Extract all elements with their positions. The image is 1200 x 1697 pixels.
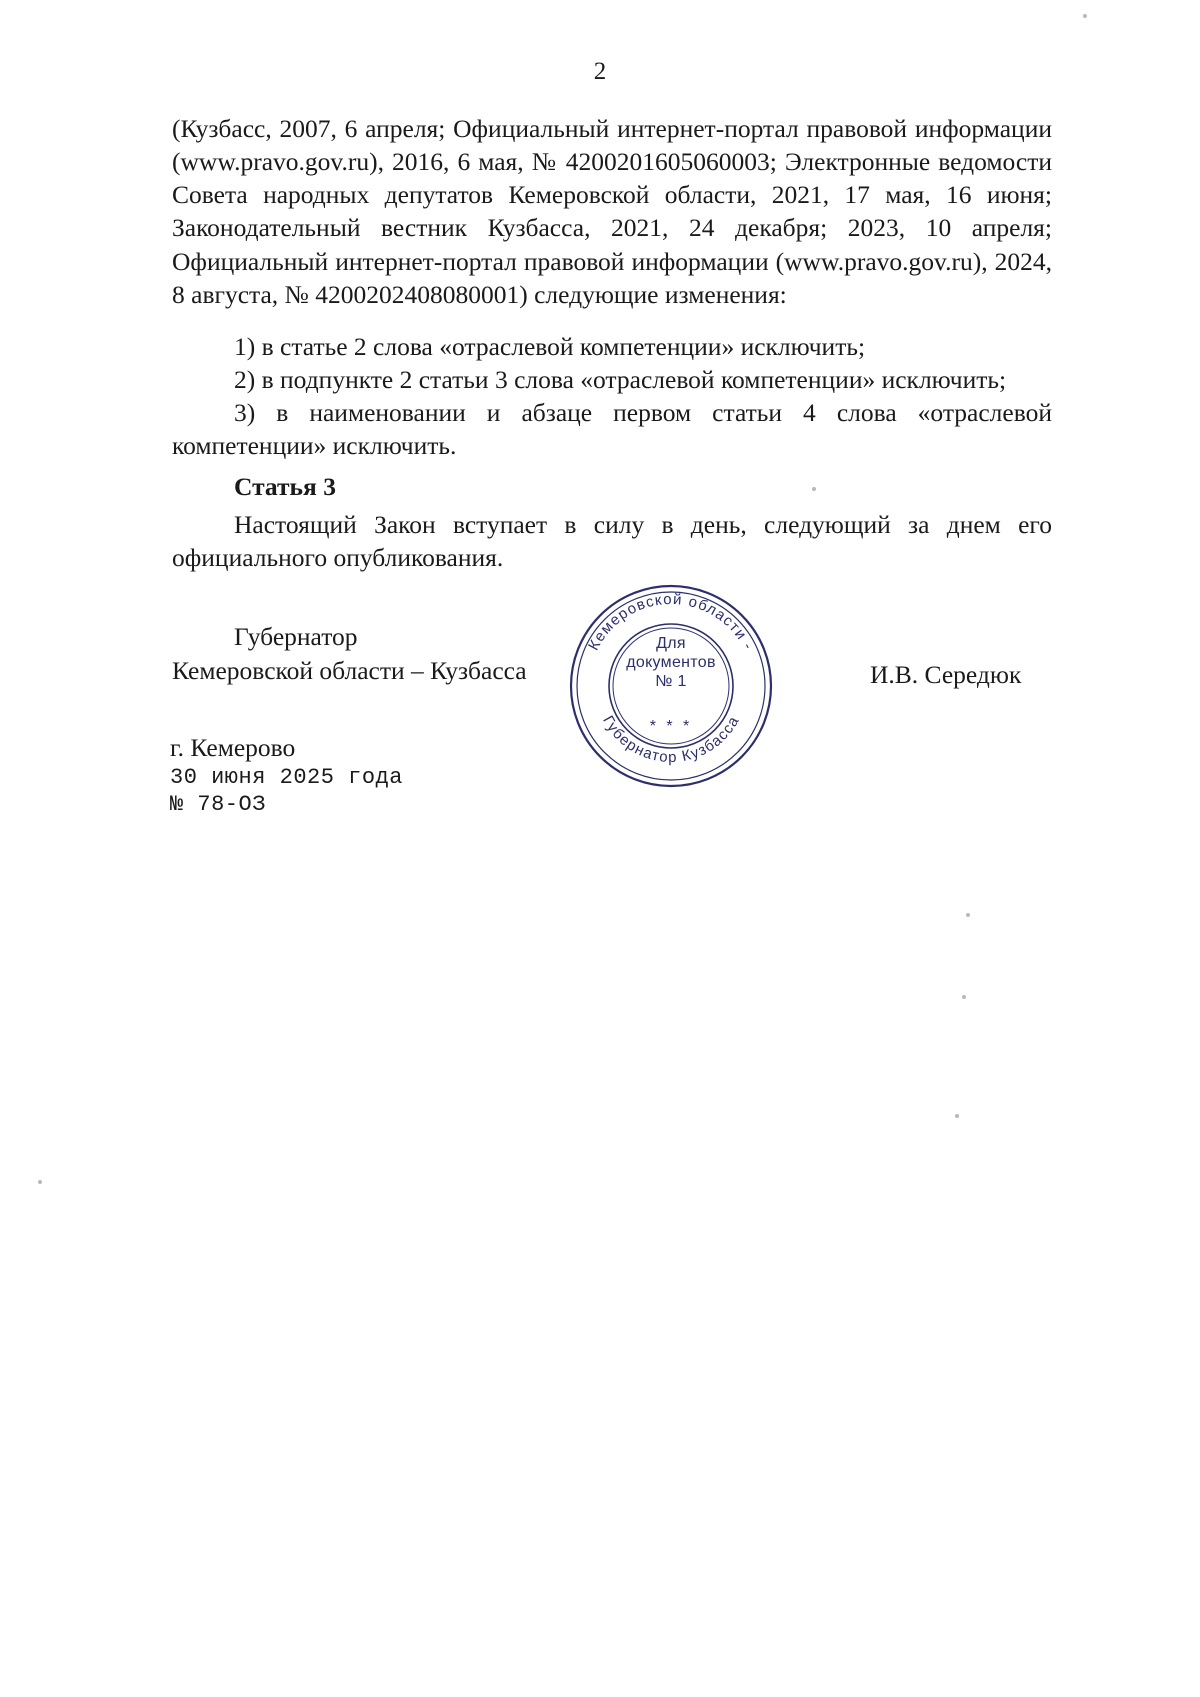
stamp-line-2: документов — [626, 654, 716, 672]
article-heading: Статья 3 — [234, 472, 336, 501]
page-number: 2 — [593, 58, 607, 85]
stamp-line-3: № 1 — [655, 673, 687, 690]
list-item: 2) в подпункте 2 статьи 3 слова «отраслевой компетенции» исключить; — [234, 365, 1007, 395]
intro-paragraph: (Кузбасс, 2007, 6 апреля; Официальный интернет-портал правовой информации (www.pravo.gov.ru), 2016, 6 мая, № 4200201605060003; Электронные ведомости Совета народных депутатов Кемеровской области, 2021, 17 мая, 16 июня; Законодательный вестник Кузбасса, 2021, 24 декабря; 2023, 10 апреля; Официальный интернет-портал правовой информации (www.pravo.gov.ru), 2024, 8 августа, № 4200202408080001) следующие изменения: — [172, 114, 1052, 309]
scan-speck — [38, 1180, 42, 1184]
imprint-number: № 78-ОЗ — [170, 792, 266, 818]
scan-speck — [812, 487, 816, 491]
scan-speck — [1083, 14, 1087, 18]
imprint-block — [170, 732, 403, 819]
svg-text:Губернатор Кузбасса: Губернатор Кузбасса — [599, 712, 743, 767]
scan-speck — [962, 995, 966, 999]
stamp-stars: * * * — [649, 717, 693, 735]
official-stamp — [565, 580, 777, 792]
imprint-city: г. Кемерово — [170, 733, 296, 762]
list-item: 3) в наименовании и абзаце первом статьи 4 слова «отраслевой компетенции» исключить. — [172, 398, 1052, 461]
scan-speck — [955, 1114, 959, 1118]
article-block — [172, 472, 1052, 574]
list-item: 1) в статье 2 слова «отраслевой компетенции» исключить; — [234, 332, 866, 361]
article-text: Настоящий Закон вступает в силу в день, следующий за днем его официального опубликования. — [172, 510, 1052, 573]
signature-title-line1: Губернатор — [234, 622, 358, 651]
scan-speck — [966, 913, 970, 917]
svg-text:Кемеровской области -: Кемеровской области - — [585, 590, 758, 654]
intro-paragraph-block — [172, 112, 1052, 311]
amendment-list — [172, 330, 1052, 463]
signature-title-line2: Кемеровской области – Кузбасса — [172, 655, 527, 685]
signer-name: И.В. Середюк — [870, 660, 1022, 689]
stamp-line-1: Для — [656, 635, 686, 653]
imprint-date: 30 июня 2025 года — [170, 764, 403, 790]
